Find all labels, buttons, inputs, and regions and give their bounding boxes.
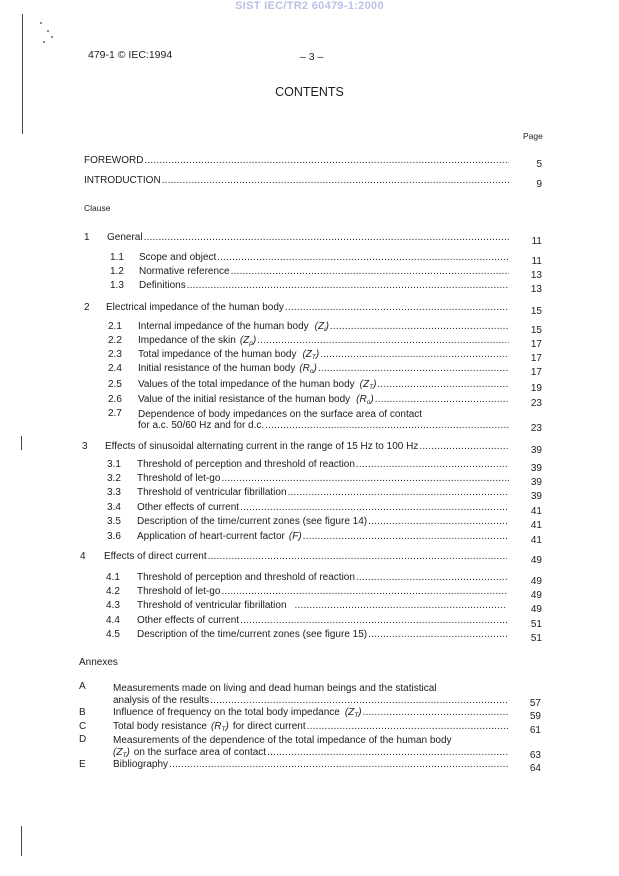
- symbol: $(Z_p)$: [239, 335, 257, 347]
- toc-entry-page: 51: [530, 633, 542, 644]
- toc-entry-title: Internal impedance of the human body: [138, 321, 309, 332]
- toc-entry-page: 49: [530, 590, 542, 601]
- toc-entry-title: Scope and object: [139, 252, 217, 263]
- toc-subclause-4-5[interactable]: [80, 628, 544, 642]
- clause-number: 2: [84, 302, 90, 313]
- watermark: SIST IEC/TR2 60479-1:2000: [235, 0, 384, 12]
- toc-entry-page: 17: [530, 353, 542, 364]
- toc-entry-title: Threshold of let-go: [137, 586, 221, 597]
- toc-entry-page: 51: [530, 619, 542, 630]
- annex-letter: E: [79, 759, 86, 770]
- subclause-number: 1.2: [110, 266, 124, 277]
- subclause-number: 2.6: [108, 394, 122, 405]
- toc-entry-title: Electrical impedance of the human body: [106, 302, 284, 313]
- toc-entry-page: 49: [530, 576, 542, 587]
- toc-subclause-2-6[interactable]: [84, 393, 544, 407]
- toc-entry-page: 57: [529, 698, 541, 709]
- toc-entry-page: 63: [529, 750, 541, 761]
- symbol: $(Z_T)$: [344, 707, 362, 719]
- toc-clause-4[interactable]: [80, 550, 544, 564]
- toc-entry-title: Value of the initial resistance of the human body: [138, 394, 351, 405]
- toc-entry-title: Normative reference: [139, 266, 230, 277]
- symbol: $(Z_T)$: [302, 349, 320, 361]
- toc-subclause-1-2[interactable]: [84, 265, 544, 279]
- toc-entry-introduction[interactable]: [84, 174, 544, 188]
- toc-entry-page: 17: [530, 367, 542, 378]
- toc-entry-title: Initial resistance of the human body: [138, 363, 296, 374]
- annex-letter: A: [79, 681, 86, 692]
- toc-entry-title: Description of the time/current zones (see figure 14): [137, 516, 368, 527]
- page-title: CONTENTS: [275, 85, 344, 99]
- toc-entry-page: 39: [530, 491, 542, 502]
- toc-subclause-4-4[interactable]: [80, 614, 544, 628]
- toc-entry-page: 41: [530, 520, 542, 531]
- toc-subclause-3-6[interactable]: [82, 530, 544, 544]
- toc-subclause-2-7[interactable]: [84, 407, 544, 437]
- symbol: $(R_o)$: [299, 363, 317, 375]
- toc-entry-title: Bibliography: [113, 759, 169, 770]
- toc-entry-title-line2: analysis of the results: [113, 695, 210, 706]
- toc-entry-page: 64: [529, 763, 541, 774]
- subclause-number: 2.4: [108, 363, 122, 374]
- scan-speck: [40, 22, 42, 24]
- page-column-label: Page: [523, 131, 543, 141]
- toc-subclause-4-2[interactable]: [80, 585, 544, 599]
- toc-entry-page: 13: [530, 270, 542, 281]
- subclause-number: 3.2: [107, 473, 121, 484]
- toc-entry-page: 49: [530, 555, 542, 566]
- toc-entry-title: Threshold of perception and threshold of reaction: [137, 459, 355, 470]
- toc-entry-title: Other effects of current: [137, 502, 240, 513]
- toc-entry-title: Effects of sinusoidal alternating current in the range of 15 Hz to 100 Hz: [105, 441, 419, 452]
- toc-entry-title: Threshold of ventricular fibrillation: [137, 600, 287, 611]
- toc-entry-title: Description of the time/current zones (see figure 15): [137, 629, 368, 640]
- toc-entry-title: Measurements made on living and dead human beings and the statistical: [113, 683, 437, 694]
- toc-clause-2[interactable]: [84, 301, 544, 315]
- subclause-number: 2.3: [108, 349, 122, 360]
- toc-entry-page: 11: [531, 236, 542, 247]
- toc-entry-page: 9: [536, 179, 542, 190]
- toc-entry-page: 41: [530, 535, 542, 546]
- scan-speck: [43, 41, 45, 43]
- subclause-number: 3.5: [107, 516, 121, 527]
- scan-speck: [51, 36, 53, 38]
- toc-entry-page: 23: [530, 423, 542, 434]
- annex-letter: D: [79, 734, 87, 745]
- toc-subclause-3-5[interactable]: [82, 515, 544, 529]
- toc-entry-page: 41: [530, 506, 542, 517]
- toc-entry-page: 19: [530, 383, 542, 394]
- toc-clause-1[interactable]: [84, 231, 544, 245]
- toc-subclause-2-5[interactable]: [84, 378, 544, 392]
- toc-annex-c[interactable]: [79, 720, 544, 734]
- symbol: $(Z_T)$: [113, 747, 130, 759]
- subclause-number: 3.4: [107, 502, 121, 513]
- toc-subclause-2-3[interactable]: [84, 348, 544, 362]
- annexes-label: Annexes: [79, 657, 118, 668]
- toc-entry-title: Other effects of current: [137, 615, 240, 626]
- toc-entry-title: Effects of direct current: [104, 551, 207, 562]
- toc-entry-title: INTRODUCTION: [84, 175, 161, 186]
- symbol: $(R_T)$: [210, 721, 229, 733]
- symbol: $(Z_i)$: [314, 321, 329, 333]
- toc-subclause-2-1[interactable]: [84, 320, 544, 334]
- toc-entry-title: Definitions: [139, 280, 186, 291]
- symbol: (F): [288, 531, 302, 542]
- toc-entry-page: 39: [530, 463, 542, 474]
- toc-entry-page: 39: [530, 445, 542, 456]
- subclause-number: 1.1: [110, 252, 124, 263]
- toc-entry-title: Impedance of the skin: [138, 335, 236, 346]
- subclause-number: 4.2: [106, 586, 120, 597]
- symbol: $(Z_T)$: [359, 379, 377, 391]
- toc-entry-title: Total body resistance: [113, 721, 207, 732]
- toc-subclause-3-4[interactable]: [82, 501, 544, 515]
- toc-entry-title: Measurements of the dependence of the total impedance of the human body: [113, 735, 452, 746]
- toc-entry-page: 15: [530, 306, 542, 317]
- toc-entry-title: Total impedance of the human body: [138, 349, 297, 360]
- toc-entry-page: 23: [530, 398, 542, 409]
- scan-margin-line: [21, 436, 22, 450]
- toc-entry-title: Threshold of ventricular fibrillation: [137, 487, 287, 498]
- subclause-number: 2.5: [108, 379, 122, 390]
- toc-subclause-2-4[interactable]: [84, 362, 544, 376]
- clause-number: 4: [80, 551, 86, 562]
- scan-margin-line: [22, 14, 23, 134]
- subclause-number: 2.2: [108, 335, 122, 346]
- toc-entry-title: Threshold of let-go: [137, 473, 221, 484]
- scan-speck: [47, 30, 49, 32]
- subclause-number: 3.6: [107, 531, 121, 542]
- subclause-number: 4.3: [106, 600, 120, 611]
- scan-margin-line: [21, 826, 22, 856]
- toc-entry-title: Application of heart-current factor: [137, 531, 285, 542]
- subclause-number: 2.7: [108, 408, 122, 419]
- subclause-number: 2.1: [108, 321, 122, 332]
- subclause-number: 1.3: [110, 280, 124, 291]
- toc-subclause-2-2[interactable]: [84, 334, 544, 348]
- toc-entry-title: Influence of frequency on the total body impedance: [113, 707, 340, 718]
- toc-annex-b[interactable]: [79, 706, 544, 720]
- toc-subclause-3-2[interactable]: [82, 472, 544, 486]
- toc-subclause-3-3[interactable]: [82, 486, 544, 500]
- clause-number: 1: [84, 232, 90, 243]
- toc-entry-page: 39: [530, 477, 542, 488]
- toc-entry-foreword[interactable]: [84, 154, 544, 168]
- toc-annex-e[interactable]: [79, 758, 544, 772]
- clause-column-label: Clause: [84, 203, 111, 213]
- toc-subclause-1-1[interactable]: [84, 251, 544, 265]
- subclause-number: 3.3: [107, 487, 121, 498]
- toc-entry-title: General: [107, 232, 143, 243]
- toc-entry-title: Dependence of body impedances on the surface area of contact: [138, 409, 423, 420]
- toc-entry-title-tail: for direct current: [232, 721, 306, 732]
- annex-letter: C: [79, 721, 87, 732]
- toc-entry-page: 5: [536, 159, 542, 170]
- toc-entry-title-line2: on the surface area of contact: [133, 747, 267, 758]
- annex-letter: B: [79, 707, 86, 718]
- subclause-number: 4.5: [106, 629, 120, 640]
- toc-entry-page: 13: [530, 284, 542, 295]
- toc-entry-page: 59: [529, 711, 541, 722]
- toc-subclause-4-3[interactable]: [80, 599, 544, 613]
- toc-subclause-4-1[interactable]: [80, 571, 544, 585]
- toc-entry-title: Values of the total impedance of the human body: [138, 379, 355, 390]
- toc-subclause-3-1[interactable]: [82, 458, 544, 472]
- toc-entry-page: 17: [530, 339, 542, 350]
- toc-entry-title-line2: for a.c. 50/60 Hz and for d.c.: [138, 420, 265, 431]
- subclause-number: 4.1: [106, 572, 120, 583]
- toc-subclause-1-3[interactable]: [84, 279, 544, 293]
- toc-entry-page: 15: [530, 325, 542, 336]
- subclause-number: 4.4: [106, 615, 120, 626]
- toc-entry-title: FOREWORD: [84, 155, 144, 166]
- document-reference: 479-1 © IEC:1994: [88, 49, 173, 61]
- clause-number: 3: [82, 441, 88, 452]
- symbol: $(R_o)$: [356, 394, 374, 406]
- toc-entry-page: 49: [530, 604, 542, 615]
- subclause-number: 3.1: [107, 459, 121, 470]
- toc-entry-page: 11: [531, 256, 542, 267]
- toc-clause-3[interactable]: [82, 440, 544, 454]
- toc-entry-title: Threshold of perception and threshold of reaction: [137, 572, 355, 583]
- toc-entry-page: 61: [529, 725, 541, 736]
- page-number: – 3 –: [300, 51, 324, 63]
